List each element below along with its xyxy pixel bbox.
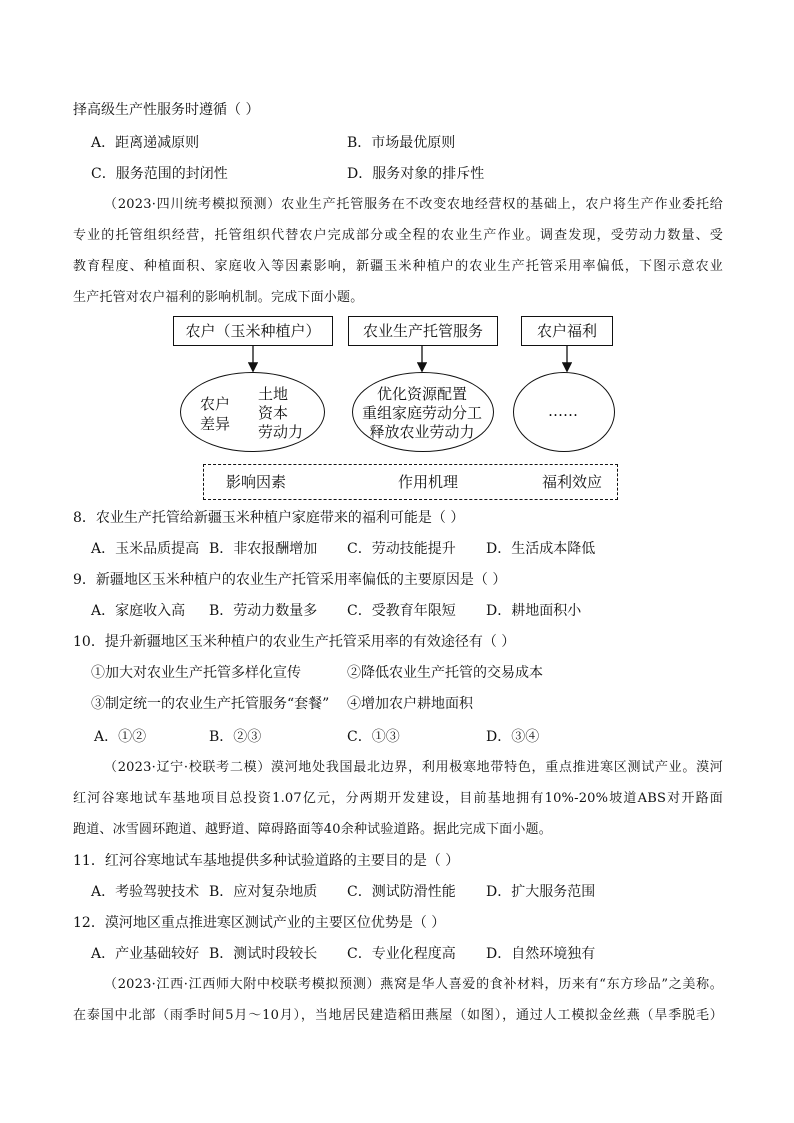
passage3-line: （2023·江西·江西师大附中校联考模拟预测）燕窝是华人喜爱的食补材料，历来有“东方珍品”之美称。 [104, 977, 723, 992]
box-trusteeship-service: 农业生产托管服务 [348, 316, 498, 346]
q7-option-d[interactable]: D．服务对象的排斥性 [347, 166, 485, 182]
q11-option-c[interactable]: C．测试防滑性能 [347, 884, 456, 900]
q12-option-c[interactable]: C．专业化程度高 [347, 946, 456, 962]
passage2-line: 红河谷寒地试车基地项目总投资1.07亿元，分两期开发建设，目前基地拥有10%-20%坡道ABS对开路面 [73, 791, 723, 806]
box-farmers: 农户（玉米种植户） [173, 316, 333, 346]
box-farmer-welfare: 农户福利 [521, 316, 613, 346]
q9-option-b[interactable]: B．劳动力数量多 [209, 603, 318, 619]
q10-item-1: ①加大对农业生产托管多样化宣传 [91, 665, 301, 681]
q7-option-c[interactable]: C．服务范围的封闭性 [91, 166, 228, 182]
land-label: 土地 [258, 385, 289, 403]
passage1-line: （2023·四川统考模拟预测）农业生产托管服务在不改变农地经营权的基础上，农户将生产作业委托给 [104, 197, 723, 212]
q9-option-d[interactable]: D．耕地面积小 [486, 603, 582, 619]
capital-label: 资本 [258, 404, 289, 422]
q8-option-d[interactable]: D．生活成本降低 [486, 541, 596, 557]
question-9-stem: 9．新疆地区玉米种植户的农业生产托管采用率偏低的主要原因是（ ） [73, 572, 507, 588]
question-8-stem: 8．农业生产托管给新疆玉米种植户家庭带来的福利可能是（ ） [73, 510, 465, 526]
passage2-line: 跑道、冰雪圆环跑道、越野道、障碍路面等40余种试验道路。据此完成下面小题。 [73, 822, 552, 837]
mechanism-line: 重组家庭劳动分工 [361, 404, 482, 422]
question-11-stem: 11．红河谷寒地试车基地提供多种试验道路的主要目的是（ ） [73, 853, 460, 869]
passage2-line: （2023·辽宁·校联考二模）漠河地处我国最北边界，利用极寒地带特色，重点推进寒区测试产业。漠河 [104, 760, 723, 775]
mechanism-line: 释放农业劳动力 [369, 423, 475, 441]
label-welfare-effect: 福利效应 [542, 473, 603, 491]
welfare-ellipsis: …… [548, 402, 578, 420]
q10-option-c[interactable]: C．①③ [347, 729, 400, 745]
q10-item-4: ④增加农户耕地面积 [347, 696, 473, 712]
q10-item-2: ②降低农业生产托管的交易成本 [347, 665, 543, 681]
passage1-line: 教育程度、种植面积、家庭收入等因素影响，新疆玉米种植户的农业生产托管采用率偏低，下图示意农业 [73, 259, 723, 274]
q9-option-a[interactable]: A．家庭收入高 [91, 603, 186, 619]
q7-option-a[interactable]: A．距离递减原则 [91, 135, 200, 151]
q10-option-d[interactable]: D．③④ [486, 729, 540, 745]
q11-option-a[interactable]: A．考验驾驶技术 [91, 884, 200, 900]
q10-option-a[interactable]: A．①② [94, 729, 147, 745]
q9-option-c[interactable]: C．受教育年限短 [347, 603, 456, 619]
q12-option-b[interactable]: B．测试时段较长 [209, 946, 318, 962]
label-mechanism: 作用机理 [398, 473, 459, 491]
q12-option-d[interactable]: D．自然环境独有 [486, 946, 596, 962]
q10-option-b[interactable]: B．②③ [209, 729, 262, 745]
q11-option-b[interactable]: B．应对复杂地质 [209, 884, 318, 900]
farmer-label: 农户 [200, 395, 231, 413]
q10-item-3: ③制定统一的农业生产托管服务“套餐” [91, 696, 330, 712]
q8-option-c[interactable]: C．劳动技能提升 [347, 541, 456, 557]
difference-label: 差异 [200, 415, 231, 433]
passage1-line: 专业的托管组织经营，托管组织代替农户完成部分或全程的农业生产作业。调查发现，受劳动力数量、受 [73, 228, 723, 243]
question-12-stem: 12．漠河地区重点推进寒区测试产业的主要区位优势是（ ） [73, 915, 446, 931]
q8-option-a[interactable]: A．玉米品质提高 [91, 541, 200, 557]
labor-label: 劳动力 [258, 423, 304, 441]
q8-option-b[interactable]: B．非农报酬增加 [209, 541, 318, 557]
q12-option-a[interactable]: A．产业基础较好 [91, 946, 200, 962]
passage3-line: 在泰国中北部（雨季时间5月～10月），当地居民建造稻田燕屋（如图），通过人工模拟金丝燕（旱季脱毛） [73, 1008, 723, 1023]
question-10-stem: 10．提升新疆地区玉米种植户的农业生产托管采用率的有效途径有（ ） [73, 634, 516, 650]
passage1-line: 生产托管对农户福利的影响机制。完成下面小题。 [73, 290, 364, 305]
question-7-stem: 择高级生产性服务时遵循（ ） [73, 102, 260, 118]
q7-option-b[interactable]: B．市场最优原则 [347, 135, 456, 151]
q11-option-d[interactable]: D．扩大服务范围 [486, 884, 596, 900]
label-influencing-factors: 影响因素 [226, 473, 287, 491]
mechanism-line: 优化资源配置 [376, 385, 467, 403]
